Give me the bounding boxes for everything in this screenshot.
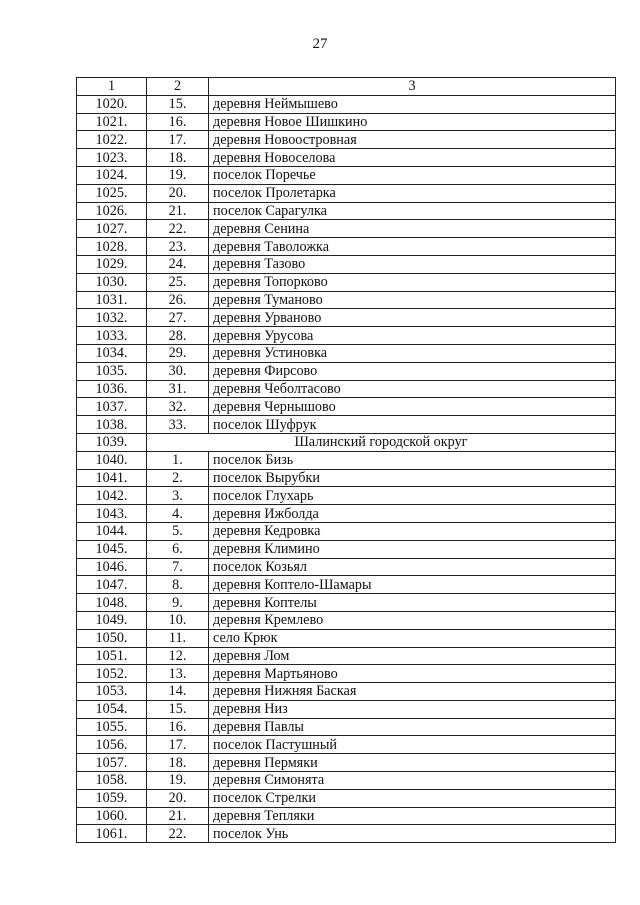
table-row — [77, 736, 616, 754]
row-id: 1049. — [77, 611, 147, 629]
row-number: 26. — [147, 291, 209, 309]
table-row — [77, 558, 616, 576]
row-id: 1048. — [77, 594, 147, 612]
row-number: 16. — [147, 718, 209, 736]
row-id: 1039. — [77, 433, 147, 451]
settlement-name: поселок Стрелки — [209, 789, 616, 807]
row-number: 22. — [147, 825, 209, 843]
section-title: Шалинский городской округ — [147, 433, 616, 451]
row-number: 32. — [147, 398, 209, 416]
row-id: 1036. — [77, 380, 147, 398]
row-number: 25. — [147, 273, 209, 291]
settlement-name: деревня Лом — [209, 647, 616, 665]
row-id: 1061. — [77, 825, 147, 843]
settlement-name: село Крюк — [209, 629, 616, 647]
row-id: 1054. — [77, 700, 147, 718]
row-number: 21. — [147, 202, 209, 220]
settlement-name: деревня Климино — [209, 540, 616, 558]
row-number: 15. — [147, 700, 209, 718]
settlement-name: деревня Низ — [209, 700, 616, 718]
row-id: 1045. — [77, 540, 147, 558]
row-number: 11. — [147, 629, 209, 647]
row-number: 17. — [147, 131, 209, 149]
table-row — [77, 184, 616, 202]
settlement-name: деревня Фирсово — [209, 362, 616, 380]
row-number: 16. — [147, 113, 209, 131]
row-id: 1038. — [77, 416, 147, 434]
settlement-name: поселок Пастушный — [209, 736, 616, 754]
settlement-name: деревня Чернышово — [209, 398, 616, 416]
table-row — [77, 700, 616, 718]
row-id: 1032. — [77, 309, 147, 327]
table-row — [77, 166, 616, 184]
table-row — [77, 344, 616, 362]
row-id: 1055. — [77, 718, 147, 736]
row-number: 10. — [147, 611, 209, 629]
row-id: 1060. — [77, 807, 147, 825]
row-number: 9. — [147, 594, 209, 612]
table-row — [77, 202, 616, 220]
settlement-name: поселок Пролетарка — [209, 184, 616, 202]
row-number: 13. — [147, 665, 209, 683]
page-number: 27 — [312, 36, 328, 52]
settlements-table — [76, 77, 616, 843]
row-number: 5. — [147, 522, 209, 540]
table-row — [77, 611, 616, 629]
settlement-name: деревня Тазово — [209, 255, 616, 273]
row-id: 1057. — [77, 754, 147, 772]
row-id: 1028. — [77, 238, 147, 256]
row-id: 1046. — [77, 558, 147, 576]
settlement-name: деревня Туманово — [209, 291, 616, 309]
table-row — [77, 362, 616, 380]
table-row — [77, 309, 616, 327]
row-id: 1031. — [77, 291, 147, 309]
settlement-name: поселок Поречье — [209, 166, 616, 184]
table-row — [77, 647, 616, 665]
row-id: 1052. — [77, 665, 147, 683]
settlement-name: поселок Вырубки — [209, 469, 616, 487]
table-row — [77, 718, 616, 736]
row-id: 1053. — [77, 683, 147, 701]
row-id: 1059. — [77, 789, 147, 807]
table-row — [77, 469, 616, 487]
table-row — [77, 825, 616, 843]
row-id: 1022. — [77, 131, 147, 149]
table-row — [77, 594, 616, 612]
settlement-name: деревня Новоселова — [209, 149, 616, 167]
settlement-name: поселок Козьял — [209, 558, 616, 576]
table-row — [77, 255, 616, 273]
settlement-name: поселок Бизь — [209, 451, 616, 469]
table-header-row — [77, 78, 616, 96]
settlement-name: деревня Мартьяново — [209, 665, 616, 683]
table-row — [77, 772, 616, 790]
row-number: 6. — [147, 540, 209, 558]
settlement-name: поселок Глухарь — [209, 487, 616, 505]
table-row — [77, 665, 616, 683]
row-id: 1044. — [77, 522, 147, 540]
column-header-2: 2 — [147, 78, 209, 96]
table-row — [77, 149, 616, 167]
settlement-name: деревня Сенина — [209, 220, 616, 238]
table-row — [77, 398, 616, 416]
table-row — [77, 273, 616, 291]
section-row — [77, 433, 616, 451]
table-row — [77, 789, 616, 807]
row-number: 19. — [147, 166, 209, 184]
table-row — [77, 807, 616, 825]
settlement-name: деревня Урваново — [209, 309, 616, 327]
settlement-name: деревня Новое Шишкино — [209, 113, 616, 131]
settlement-name: деревня Устиновка — [209, 344, 616, 362]
row-id: 1056. — [77, 736, 147, 754]
row-number: 2. — [147, 469, 209, 487]
row-number: 19. — [147, 772, 209, 790]
row-id: 1024. — [77, 166, 147, 184]
row-id: 1040. — [77, 451, 147, 469]
row-id: 1042. — [77, 487, 147, 505]
row-number: 18. — [147, 149, 209, 167]
row-id: 1041. — [77, 469, 147, 487]
table-row — [77, 380, 616, 398]
column-header-3: 3 — [209, 78, 616, 96]
row-number: 15. — [147, 95, 209, 113]
row-number: 18. — [147, 754, 209, 772]
row-id: 1026. — [77, 202, 147, 220]
row-id: 1050. — [77, 629, 147, 647]
table-row — [77, 505, 616, 523]
row-id: 1029. — [77, 255, 147, 273]
table-row — [77, 327, 616, 345]
row-id: 1023. — [77, 149, 147, 167]
row-number: 24. — [147, 255, 209, 273]
settlement-name: деревня Тепляки — [209, 807, 616, 825]
row-id: 1025. — [77, 184, 147, 202]
settlement-name: деревня Коптело-Шамары — [209, 576, 616, 594]
settlement-name: деревня Кремлево — [209, 611, 616, 629]
table-row — [77, 238, 616, 256]
row-number: 23. — [147, 238, 209, 256]
settlement-name: деревня Симонята — [209, 772, 616, 790]
row-number: 8. — [147, 576, 209, 594]
table-row — [77, 683, 616, 701]
row-number: 20. — [147, 789, 209, 807]
row-number: 29. — [147, 344, 209, 362]
row-number: 33. — [147, 416, 209, 434]
row-number: 20. — [147, 184, 209, 202]
row-id: 1020. — [77, 95, 147, 113]
row-id: 1037. — [77, 398, 147, 416]
settlement-name: деревня Кедровка — [209, 522, 616, 540]
settlement-name: деревня Урусова — [209, 327, 616, 345]
row-id: 1058. — [77, 772, 147, 790]
row-number: 17. — [147, 736, 209, 754]
row-number: 21. — [147, 807, 209, 825]
row-number: 1. — [147, 451, 209, 469]
row-number: 14. — [147, 683, 209, 701]
settlement-name: деревня Павлы — [209, 718, 616, 736]
table-row — [77, 220, 616, 238]
settlement-name: деревня Ижболда — [209, 505, 616, 523]
row-number: 27. — [147, 309, 209, 327]
settlement-name: деревня Топорково — [209, 273, 616, 291]
row-number: 12. — [147, 647, 209, 665]
table-row — [77, 416, 616, 434]
settlement-name: деревня Нижняя Баская — [209, 683, 616, 701]
row-number: 22. — [147, 220, 209, 238]
table-row — [77, 451, 616, 469]
row-id: 1034. — [77, 344, 147, 362]
table-row — [77, 754, 616, 772]
settlement-name: поселок Шуфрук — [209, 416, 616, 434]
settlement-name: деревня Новоостровная — [209, 131, 616, 149]
settlement-name: деревня Чеболтасово — [209, 380, 616, 398]
row-id: 1021. — [77, 113, 147, 131]
table-row — [77, 522, 616, 540]
settlement-name: поселок Унь — [209, 825, 616, 843]
row-id: 1047. — [77, 576, 147, 594]
table-row — [77, 576, 616, 594]
row-id: 1035. — [77, 362, 147, 380]
table-row — [77, 113, 616, 131]
table-row — [77, 540, 616, 558]
table-body — [77, 78, 616, 843]
settlement-name: деревня Таволожка — [209, 238, 616, 256]
settlement-name: деревня Пермяки — [209, 754, 616, 772]
row-number: 30. — [147, 362, 209, 380]
table-row — [77, 291, 616, 309]
column-header-1: 1 — [77, 78, 147, 96]
row-number: 31. — [147, 380, 209, 398]
row-number: 4. — [147, 505, 209, 523]
row-id: 1030. — [77, 273, 147, 291]
row-id: 1027. — [77, 220, 147, 238]
row-id: 1043. — [77, 505, 147, 523]
row-number: 28. — [147, 327, 209, 345]
table-row — [77, 487, 616, 505]
settlement-name: поселок Сарагулка — [209, 202, 616, 220]
settlement-name: деревня Коптелы — [209, 594, 616, 612]
settlement-name: деревня Неймышево — [209, 95, 616, 113]
row-id: 1051. — [77, 647, 147, 665]
row-number: 3. — [147, 487, 209, 505]
row-id: 1033. — [77, 327, 147, 345]
table-row — [77, 629, 616, 647]
table-row — [77, 131, 616, 149]
table-row — [77, 95, 616, 113]
row-number: 7. — [147, 558, 209, 576]
